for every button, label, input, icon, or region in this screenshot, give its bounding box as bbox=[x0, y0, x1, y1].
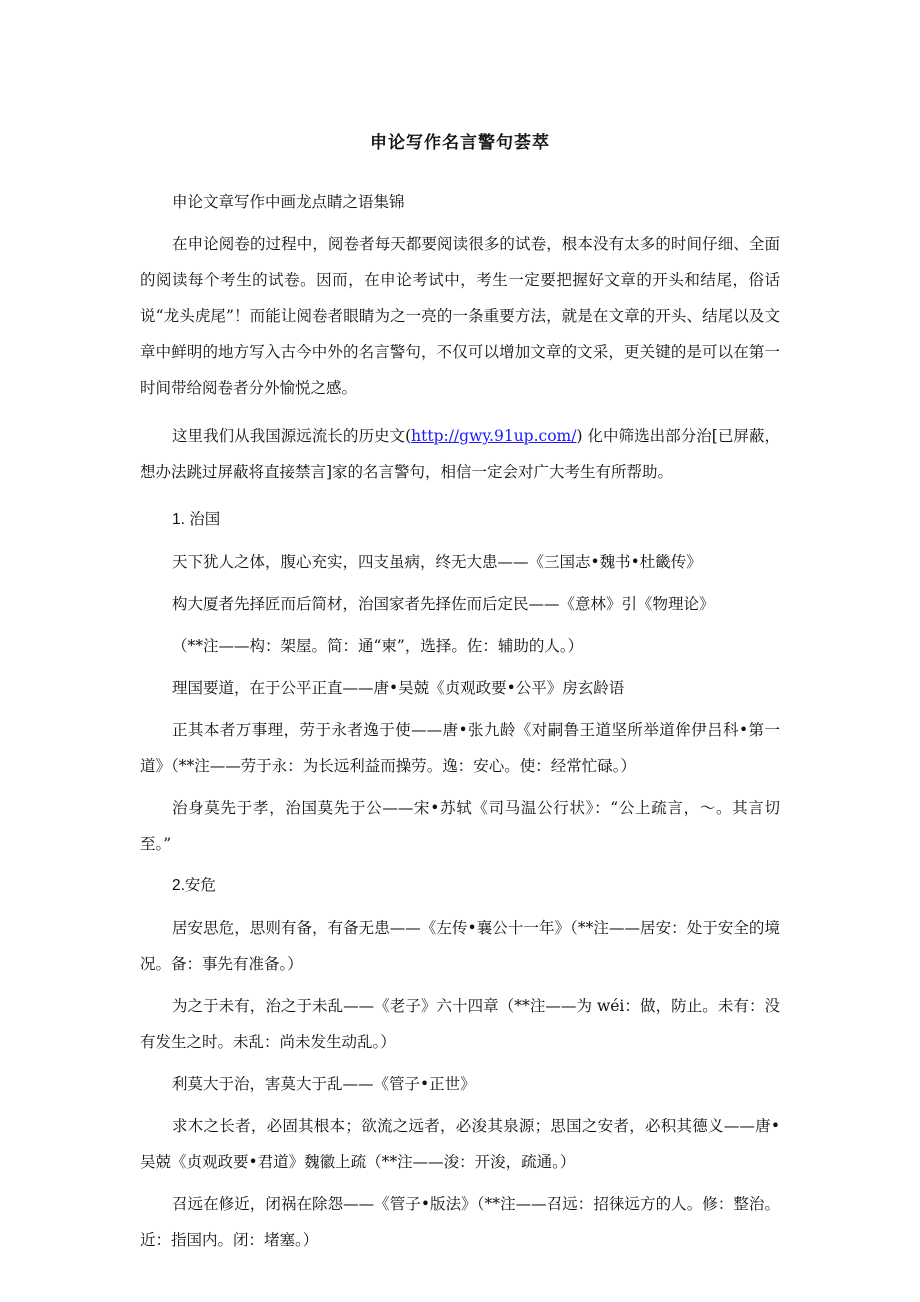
page-title: 申论写作名言警句荟萃 bbox=[370, 133, 550, 153]
source-text-start: 这里我们从我国源远流长的历史文( bbox=[172, 427, 412, 445]
quote-item: 正其本者万事理，劳于永者逸于使——唐•张九龄《对嗣鲁王道坚所举道侔伊吕科•第一道》（**注——劳于永：为长远利益而操劳。逸：安心。使：经常忙碌。） bbox=[140, 721, 780, 775]
quote-item: 构大厦者先择匠而后简材，治国家者先择佐而后定民——《意林》引《物理论》 bbox=[172, 595, 715, 613]
quote-item: 理国要道，在于公平正直——唐•吴兢《贞观政要•公平》房玄龄语 bbox=[172, 679, 625, 697]
quote-item: 利莫大于治，害莫大于乱——《管子•正世》 bbox=[172, 1075, 476, 1093]
section-heading-security: 2.安危 bbox=[172, 877, 216, 894]
quote-item: 治身莫先于孝，治国莫先于公——宋•苏轼《司马温公行状》：“公上疏言，～。其言切至。” bbox=[140, 799, 780, 853]
quote-item: 召远在修近，闭祸在除怨——《管子•版法》（**注——召远：招徕远方的人。修：整治。近：指国内。闭：堵塞。） bbox=[140, 1195, 780, 1249]
quote-item: 居安思危，思则有备，有备无患——《左传•襄公十一年》（**注——居安：处于安全的境况。备：事先有准备。） bbox=[140, 919, 780, 973]
source-paragraph bbox=[140, 418, 780, 490]
source-link[interactable]: http://gwy.91up.com/ bbox=[411, 427, 577, 445]
source-text-end: ) 化中筛选出部分治[已屏蔽，想办法跳过屏蔽将直接禁言]家的名言警句，相信一定会对广大考生有所帮助。 bbox=[140, 427, 780, 481]
quote-item: 求木之长者，必固其根本；欲流之远者，必浚其泉源；思国之安者，必积其德义——唐•吴兢《贞观政要•君道》魏徽上疏（**注——浚：开浚，疏通。） bbox=[140, 1117, 780, 1171]
section-heading-governance: 1. 治国 bbox=[172, 511, 221, 528]
quote-note: （**注——构：架屋。简：通“柬”，选择。佐：辅助的人。） bbox=[172, 637, 584, 655]
quote-item: 天下犹人之体，腹心充实，四支虽病，终无大患——《三国志•魏书•杜畿传》 bbox=[172, 553, 702, 571]
quote-item: 为之于未有，治之于未乱——《老子》六十四章（**注——为 wéi：做，防止。未有：没有发生之时。未乱：尚未发生动乱。） bbox=[140, 997, 780, 1051]
subtitle: 申论文章写作中画龙点睛之语集锦 bbox=[172, 193, 405, 211]
intro-paragraph: 在申论阅卷的过程中，阅卷者每天都要阅读很多的试卷，根本没有太多的时间仔细、全面的阅读每个考生的试卷。因而，在申论考试中，考生一定要把握好文章的开头和结尾，俗话说“龙头虎尾”！而能让阅卷者眼睛为之一亮的一条重要方法，就是在文章的开头、结尾以及文章中鲜明的地方写入古今中外的名言警句，不仅可以增加文章的文采，更关键的是可以在第一时间带给阅卷者分外愉悦之感。 bbox=[140, 235, 780, 397]
document-body bbox=[140, 184, 780, 1264]
